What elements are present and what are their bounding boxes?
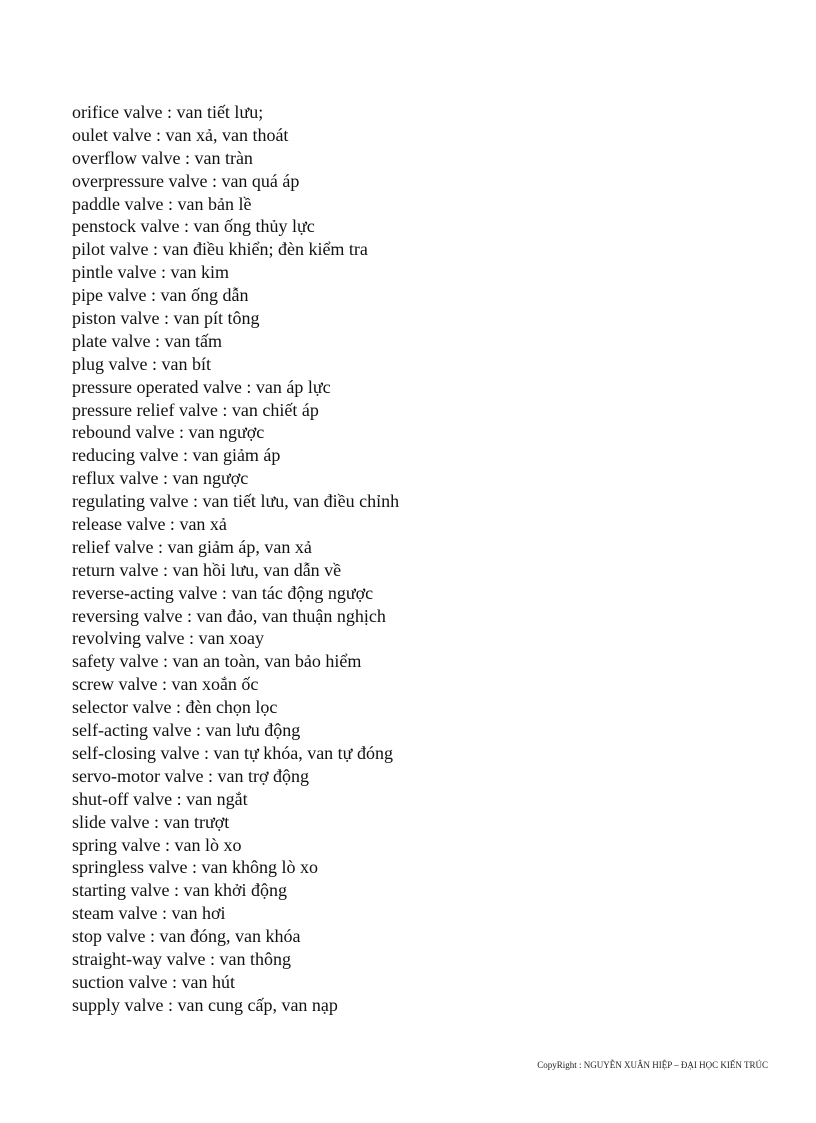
glossary-entry: stop valve : van đóng, van khóa	[72, 926, 301, 947]
glossary-entry: relief valve : van giảm áp, van xả	[72, 536, 312, 557]
glossary-entry: starting valve : van khởi động	[72, 880, 287, 901]
glossary-entry: reverse-acting valve : van tác động ngược	[72, 582, 374, 603]
glossary-entry: reversing valve : van đảo, van thuận nghịch	[72, 605, 386, 626]
glossary-entry: steam valve : van hơi	[72, 903, 226, 924]
glossary-entry: overflow valve : van tràn	[72, 147, 253, 168]
glossary-entry: self-closing valve : van tự khóa, van tự đóng	[72, 742, 393, 763]
glossary-entry: springless valve : van không lò xo	[72, 857, 318, 878]
glossary-entry: plug valve : van bít	[72, 353, 211, 374]
glossary-entry: pressure relief valve : van chiết áp	[72, 399, 319, 420]
glossary-entry: shut-off valve : van ngắt	[72, 788, 248, 809]
glossary-entry: paddle valve : van bản lề	[72, 193, 252, 214]
glossary-entry: plate valve : van tấm	[72, 330, 222, 351]
glossary-entry: penstock valve : van ống thủy lực	[72, 216, 315, 237]
glossary-entry: pintle valve : van kim	[72, 262, 229, 283]
glossary-entry: release valve : van xả	[72, 514, 227, 535]
glossary-entry: spring valve : van lò xo	[72, 834, 242, 855]
glossary-entry: slide valve : van trượt	[72, 811, 230, 832]
glossary-entry: reducing valve : van giảm áp	[72, 445, 281, 466]
glossary-entry: oulet valve : van xả, van thoát	[72, 124, 289, 145]
glossary-list	[72, 101, 399, 1017]
glossary-entry: rebound valve : van ngược	[72, 422, 265, 443]
glossary-entry: straight-way valve : van thông	[72, 948, 291, 969]
glossary-entry: pressure operated valve : van áp lực	[72, 376, 331, 397]
copyright-footer: CopyRight : NGUYỄN XUÂN HIỆP – ĐẠI HỌC KIẾN TRÚC	[537, 1060, 768, 1070]
glossary-entry: screw valve : van xoắn ốc	[72, 674, 259, 695]
glossary-entry: overpressure valve : van quá áp	[72, 170, 300, 191]
glossary-entry: return valve : van hồi lưu, van dẫn về	[72, 559, 342, 580]
glossary-entry: orifice valve : van tiết lưu;	[72, 102, 264, 122]
glossary-entry: pipe valve : van ống dẫn	[72, 285, 249, 306]
glossary-entry: revolving valve : van xoay	[72, 628, 264, 649]
glossary-entry: supply valve : van cung cấp, van nạp	[72, 994, 338, 1015]
glossary-entry: self-acting valve : van lưu động	[72, 720, 301, 741]
glossary-entry: safety valve : van an toàn, van bảo hiểm	[72, 651, 362, 672]
glossary-entry: regulating valve : van tiết lưu, van điều chỉnh	[72, 491, 400, 512]
glossary-entry: pilot valve : van điều khiển; đèn kiểm tra	[72, 239, 368, 260]
glossary-entry: suction valve : van hút	[72, 971, 235, 992]
glossary-entry: reflux valve : van ngược	[72, 468, 249, 489]
glossary-entry: selector valve : đèn chọn lọc	[72, 697, 278, 718]
glossary-entry: servo-motor valve : van trợ động	[72, 765, 309, 786]
glossary-entry: piston valve : van pít tông	[72, 308, 260, 329]
